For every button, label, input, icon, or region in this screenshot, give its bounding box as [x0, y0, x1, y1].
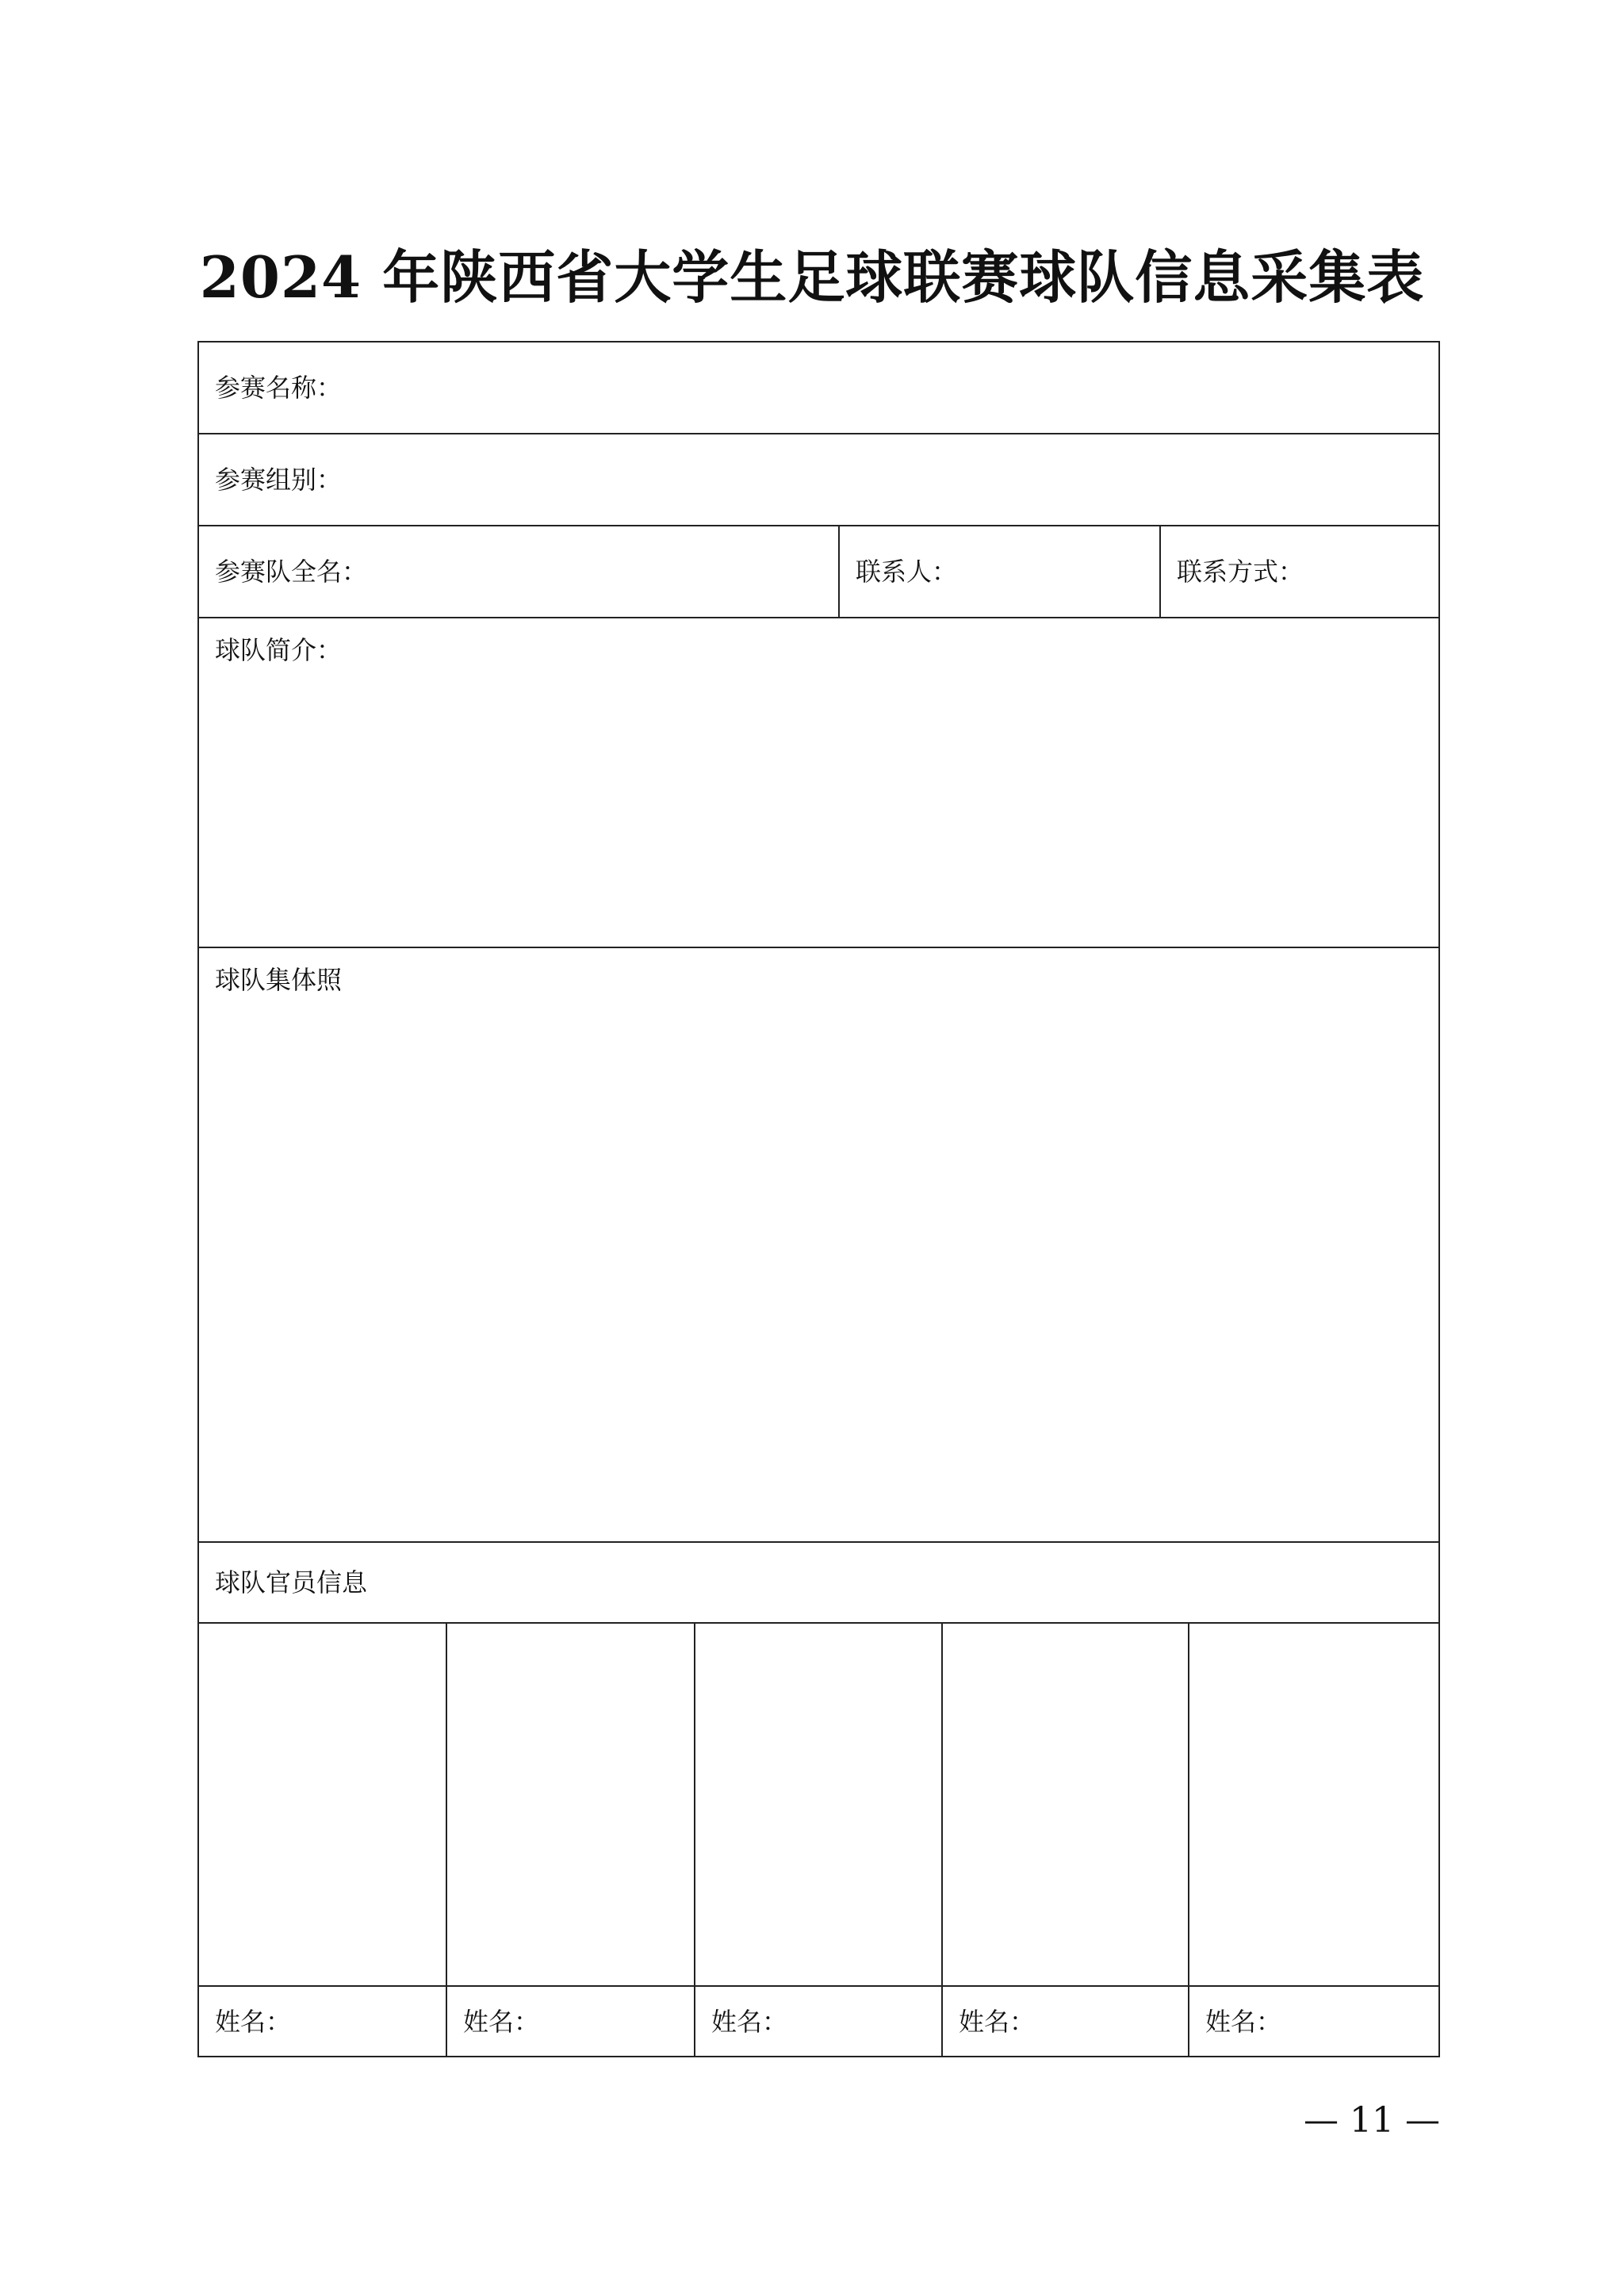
contact-person-cell — [840, 526, 1161, 617]
official-name-cell — [199, 1987, 447, 2056]
official-name-cell — [943, 1987, 1189, 2056]
team-name-label: 参赛名称： — [215, 373, 343, 403]
contact-method-label: 联系方式： — [1177, 557, 1304, 587]
official-photo-cell — [447, 1624, 695, 1985]
official-name-label: 姓名： — [959, 2006, 1036, 2037]
team-photo-row — [199, 948, 1438, 1543]
team-photo-label: 球队集体照 — [215, 965, 343, 995]
team-info-form — [197, 341, 1440, 2057]
official-name-label: 姓名： — [711, 2006, 788, 2037]
official-name-cell — [447, 1987, 695, 2056]
official-photo-cell — [695, 1624, 943, 1985]
team-full-name-label: 参赛队全名： — [215, 557, 368, 587]
team-intro-row — [199, 618, 1438, 948]
official-name-label: 姓名： — [463, 2006, 540, 2037]
group-row — [199, 434, 1438, 526]
official-photo-cell — [1189, 1624, 1438, 1985]
page-number: — 11 — — [1304, 2100, 1440, 2141]
official-photo-cell — [199, 1624, 447, 1985]
officials-header-row — [199, 1543, 1438, 1624]
page-title: 2024 年陕西省大学生足球联赛球队信息采集表 — [199, 243, 1425, 311]
team-intro-label: 球队简介： — [215, 635, 343, 665]
officials-name-row — [199, 1987, 1438, 2056]
official-name-label: 姓名： — [1205, 2006, 1282, 2037]
team-name-row — [199, 342, 1438, 434]
officials-photo-row — [199, 1624, 1438, 1987]
contact-person-label: 联系人： — [856, 557, 958, 587]
team-contact-row — [199, 526, 1438, 618]
team-full-name-cell — [199, 526, 840, 617]
official-photo-cell — [943, 1624, 1189, 1985]
official-name-cell — [695, 1987, 943, 2056]
contact-method-cell — [1161, 526, 1438, 617]
group-label: 参赛组别： — [215, 465, 343, 495]
officials-label: 球队官员信息 — [215, 1567, 368, 1598]
official-name-cell — [1189, 1987, 1438, 2056]
official-name-label: 姓名： — [215, 2006, 292, 2037]
